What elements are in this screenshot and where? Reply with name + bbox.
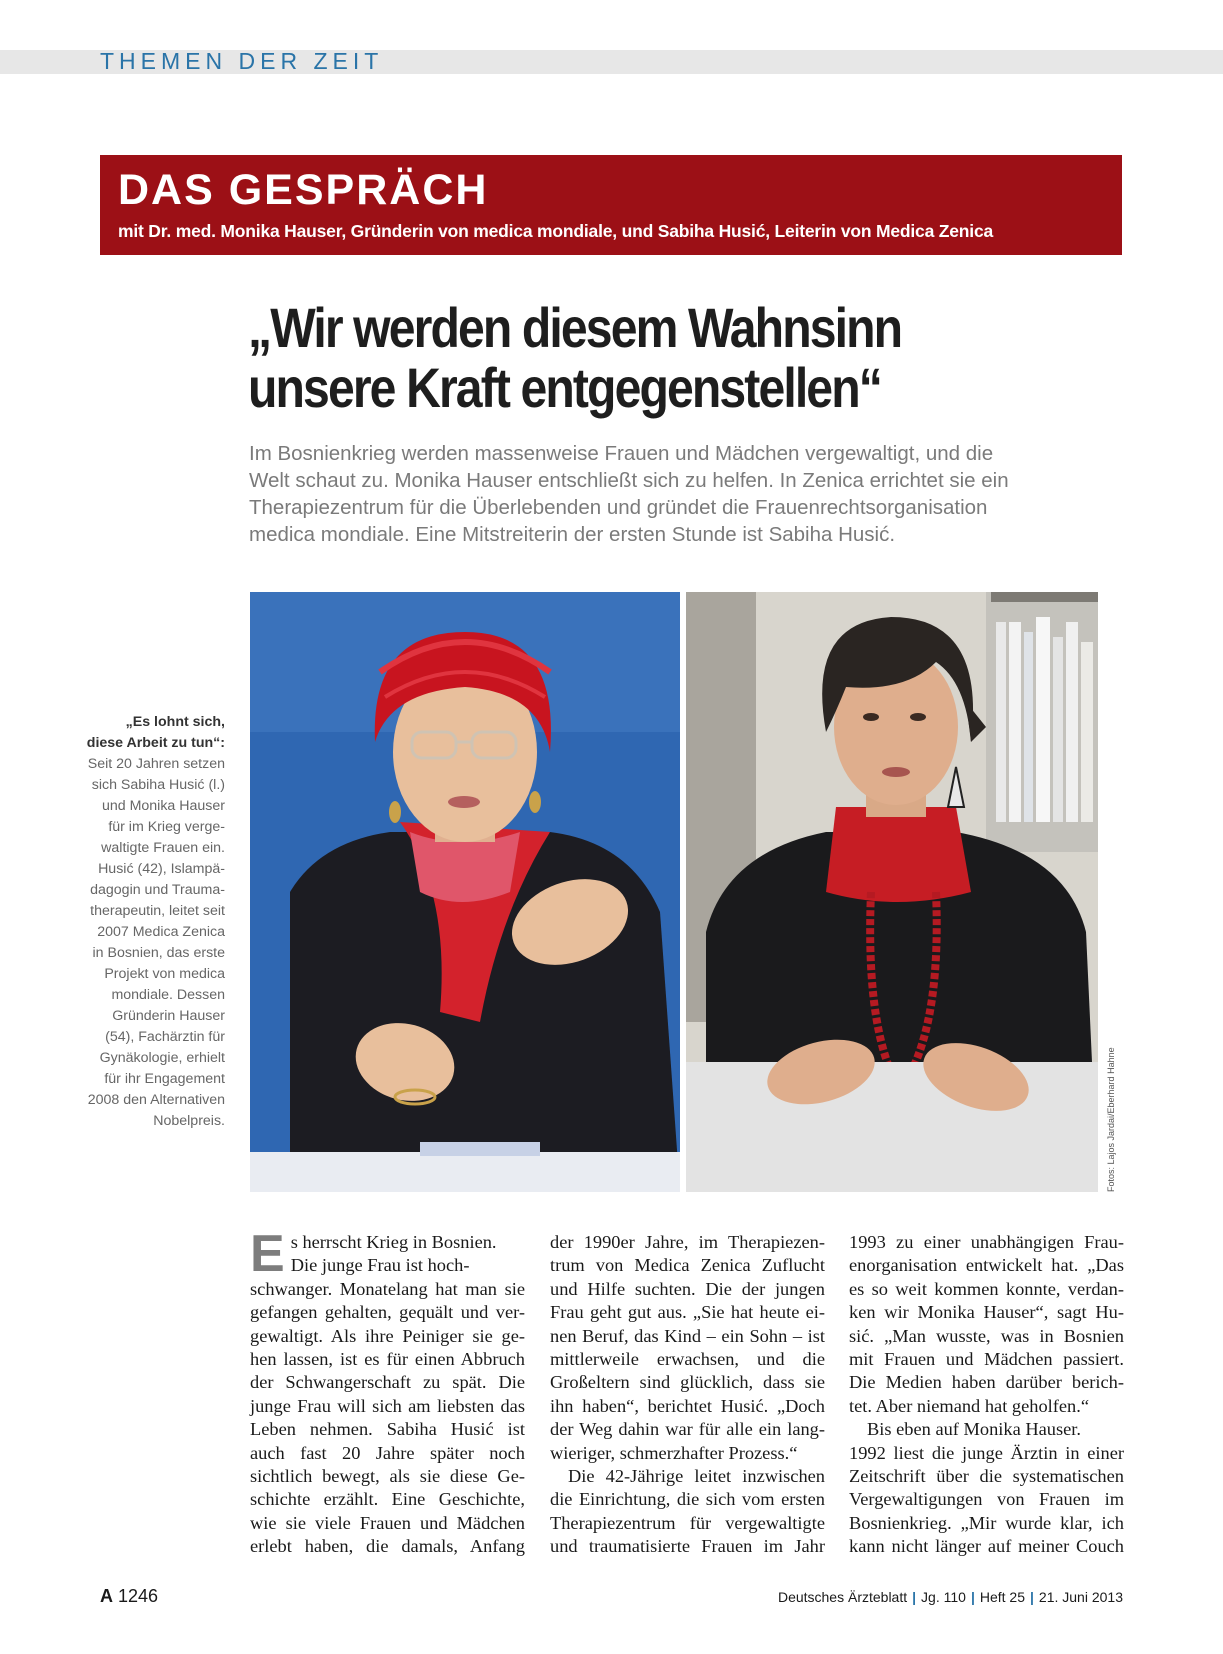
article-line: Zeitschrift über die systematischen <box>849 1466 1124 1487</box>
caption-line: Husić (42), Islampä- <box>98 861 225 877</box>
footer-separator: | <box>1030 1589 1034 1605</box>
article-line: kann nicht länger auf meiner Couch <box>849 1536 1124 1557</box>
article-line: auch fast 20 Jahre später noch <box>250 1442 525 1463</box>
article-lead <box>249 440 1119 548</box>
article-line: Die Medien haben darüber berich- <box>849 1372 1124 1393</box>
article-line: enorganisation entwickelt hat. „Das <box>849 1255 1124 1276</box>
journal-name: Deutsches Ärzteblatt <box>777 1589 908 1605</box>
article-column-2 <box>550 1231 825 1559</box>
article-line: und Hilfe suchten. Die der jungen <box>550 1278 825 1299</box>
photo-sabiha-husic <box>250 592 680 1192</box>
caption-line: Projekt von medica <box>104 966 225 982</box>
caption-line: Gynäkologie, erhielt <box>99 1050 225 1066</box>
caption-line: Seit 20 Jahren setzen <box>87 756 225 772</box>
article-line: mit Frauen und Mädchen passiert. <box>849 1349 1124 1370</box>
lead-line: Welt schaut zu. Monika Hauser entschließt sich zu helfen. In Zenica errichtet sie ein <box>249 469 1009 492</box>
article-line: gefangen gehalten, gequält und ver- <box>250 1302 525 1323</box>
lead-line: Therapiezentrum für die Überlebenden und gründet die Frauenrechtsorganisation <box>249 496 988 519</box>
footer-separator: | <box>970 1589 975 1605</box>
article-line: s herrscht Krieg in Bosnien. <box>290 1232 497 1252</box>
article-line: 1993 zu einer unabhängigen Frau- <box>849 1232 1124 1252</box>
page-number <box>100 1586 158 1607</box>
banner-title: DAS GESPRÄCH <box>118 166 489 214</box>
section-label: THEMEN DER ZEIT <box>100 48 384 74</box>
article-line: es so weit kommen konnte, verdan- <box>849 1278 1124 1299</box>
portrait-illustration <box>686 592 1098 1192</box>
article-column-1 <box>250 1225 525 1559</box>
caption-line: und Monika Hauser <box>101 798 225 814</box>
drop-cap: E <box>250 1225 285 1283</box>
article-line: junge Frau will sich am liebsten das <box>250 1395 525 1416</box>
article-line: der Schwangerschaft zu spät. Die <box>250 1372 525 1393</box>
photo-credit: Fotos: Lajos Jardai/Eberhard Hahne <box>1106 1047 1116 1192</box>
lead-line: medica mondiale. Eine Mitstreiterin der ersten Stunde ist Sabiha Husić. <box>249 523 896 546</box>
photo-caption <box>60 712 225 1132</box>
article-line: Die junge Frau ist hoch- <box>290 1255 470 1276</box>
article-line: Leben nehmen. Sabiha Husić ist <box>250 1419 525 1440</box>
caption-line: Gründerin Hauser <box>112 1008 225 1024</box>
article-line: 1992 liest die junge Ärztin in einer <box>849 1442 1124 1463</box>
article-line: der 1990er Jahre, im Therapiezen- <box>550 1232 825 1252</box>
journal-issue: Heft 25 <box>979 1589 1025 1605</box>
article-line: sichtlich bewegt, als sie diese Ge- <box>250 1466 525 1487</box>
interview-banner <box>100 155 1122 255</box>
caption-lead-line: „Es lohnt sich, <box>125 714 225 730</box>
journal-footer <box>778 1589 1123 1605</box>
caption-line: dagogin und Trauma- <box>90 882 225 898</box>
article-line: schichte erzählt. Eine Geschichte, <box>250 1489 525 1510</box>
headline-line: unsere Kraft entgegenstellen“ <box>248 356 881 419</box>
article-line: erlebt haben, die damals, Anfang <box>250 1536 525 1557</box>
article-line: Frau geht gut aus. „Sie hat heute ei- <box>550 1302 825 1323</box>
article-line: ihn haben“, berichtet Husić. „Doch <box>550 1395 825 1416</box>
article-line: nen Beruf, das Kind – ein Sohn – ist <box>550 1325 825 1346</box>
headline-line: „Wir werden diesem Wahnsinn <box>248 296 902 359</box>
article-headline <box>248 298 988 418</box>
lead-line: Im Bosnienkrieg werden massenweise Frauen und Mädchen vergewaltigt, und die <box>249 442 994 465</box>
article-line: Großeltern sind glücklich, dass sie <box>550 1372 825 1393</box>
article-line: der Weg dahin war für alle ein lang- <box>550 1419 825 1440</box>
article-line: Therapiezentrum für vergewaltigte <box>550 1512 825 1533</box>
article-line: Vergewaltigungen von Frauen im <box>849 1489 1124 1510</box>
article-line: und traumatisierte Frauen im Jahr <box>550 1536 825 1557</box>
portrait-illustration <box>250 592 680 1192</box>
caption-line: 2008 den Alternativen <box>87 1092 225 1108</box>
article-line: hen lassen, ist es für einen Abbruch <box>250 1349 525 1370</box>
photo-monika-hauser <box>686 592 1098 1192</box>
article-line: tet. Aber niemand hat geholfen.“ <box>849 1395 1090 1416</box>
caption-line: in Bosnien, das erste <box>92 945 225 961</box>
article-line: sić. „Man wusste, was in Bosnien <box>849 1325 1124 1346</box>
page-number-value: 1246 <box>118 1586 159 1606</box>
caption-line: (54), Fachärztin für <box>105 1029 225 1045</box>
article-line: mittlerweile erwachsen, und die <box>550 1349 825 1370</box>
caption-line: sich Sabiha Husić (l.) <box>91 777 225 793</box>
caption-line: für ihr Engagement <box>104 1071 225 1087</box>
article-line: wieriger, schmerzhafter Prozess.“ <box>550 1442 798 1463</box>
caption-line: 2007 Medica Zenica <box>97 924 225 940</box>
article-column-3 <box>849 1231 1124 1559</box>
caption-line: Nobelpreis. <box>153 1113 225 1129</box>
article-line: wie sie viele Frauen und Mädchen <box>250 1512 525 1533</box>
footer-separator: | <box>912 1589 917 1605</box>
article-line: Bis eben auf Monika Hauser. <box>867 1419 1081 1440</box>
caption-line: mondiale. Dessen <box>111 987 225 1003</box>
article-line: gewaltigt. Als ihre Peiniger sie ge- <box>250 1325 525 1346</box>
article-line: schwanger. Monatelang hat man sie <box>250 1278 525 1299</box>
journal-date: 21. Juni 2013 <box>1038 1589 1123 1605</box>
article-line: Die 42-Jährige leitet inzwischen <box>568 1466 825 1487</box>
banner-subtitle: mit Dr. med. Monika Hauser, Gründerin von medica mondiale, und Sabiha Husić, Leiterin von Medica Zenica <box>118 221 994 241</box>
caption-line: für im Krieg verge- <box>108 819 225 835</box>
caption-lead-line: diese Arbeit zu tun“: <box>86 735 225 751</box>
caption-line: therapeutin, leitet seit <box>90 903 225 919</box>
journal-volume: Jg. 110 <box>921 1589 966 1605</box>
caption-line: waltigte Frauen ein. <box>101 840 225 856</box>
article-line: die Einrichtung, die sich vom ersten <box>550 1489 825 1510</box>
article-line: Bosnienkrieg. „Mir wurde klar, ich <box>849 1512 1124 1533</box>
article-line: ken wir Monika Hauser“, sagt Hu- <box>849 1302 1124 1323</box>
article-line: trum von Medica Zenica Zuflucht <box>550 1255 825 1276</box>
page-prefix: A <box>100 1586 113 1606</box>
